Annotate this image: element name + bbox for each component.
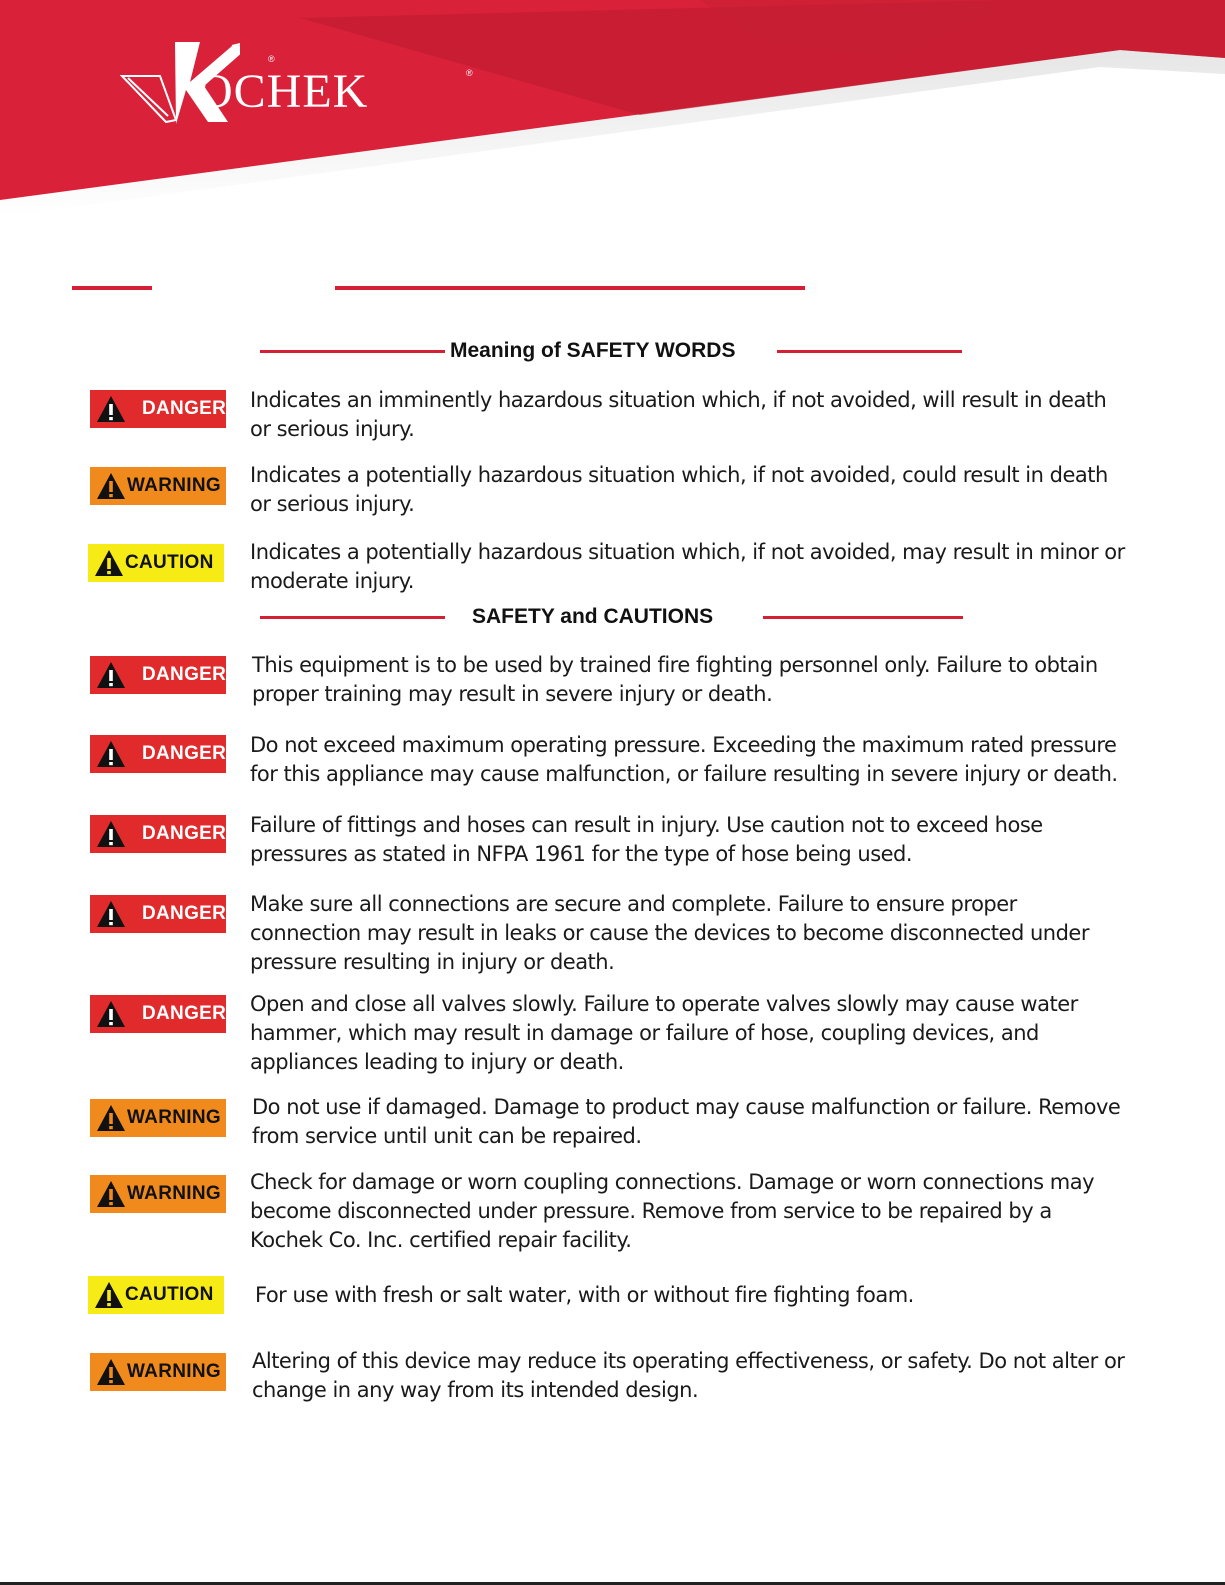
- registered-mark-small: ®: [268, 54, 275, 64]
- registered-mark: ®: [466, 68, 473, 78]
- heading-rule-left: [260, 350, 445, 353]
- legend-text-danger: Indicates an imminently hazardous situation which, if not avoided, will result in death or serious injury.: [250, 388, 1107, 441]
- danger-badge: [90, 735, 226, 773]
- danger-badge: [90, 656, 226, 694]
- badge-label: DANGER: [142, 903, 227, 924]
- warning-triangle-icon: [96, 1104, 126, 1132]
- section-heading-meaning: Meaning of SAFETY WORDS: [450, 339, 736, 362]
- title-underline-short: [72, 286, 152, 290]
- caution-text: Check for damage or worn coupling connections. Damage or worn connections may become disconnected under pressure. Remove from service to be repaired by a Kochek Co. Inc. certified repair facility.: [250, 1170, 1095, 1252]
- danger-badge: [90, 390, 226, 428]
- warning-badge: [90, 1099, 226, 1137]
- caution-text: Do not exceed maximum operating pressure. Exceeding the maximum rated pressure for this appliance may cause malfunction, or failure resulting in severe injury or death.: [250, 733, 1118, 786]
- logo-wordmark: OCHEK: [198, 65, 369, 118]
- caution-triangle-icon: [94, 1281, 124, 1309]
- badge-label: DANGER: [142, 743, 227, 764]
- danger-triangle-icon: [96, 740, 126, 768]
- caution-badge: [88, 544, 224, 582]
- badge-label: DANGER: [142, 664, 227, 685]
- danger-triangle-icon: [96, 1000, 126, 1028]
- badge-label: WARNING: [127, 1107, 221, 1128]
- caution-badge: [88, 1276, 224, 1314]
- danger-triangle-icon: [96, 820, 126, 848]
- danger-triangle-icon: [96, 900, 126, 928]
- warning-triangle-icon: [96, 1358, 126, 1386]
- danger-badge: [90, 995, 226, 1033]
- badge-label: WARNING: [127, 1183, 221, 1204]
- legend-text-warning: Indicates a potentially hazardous situation which, if not avoided, could result in death or serious injury.: [250, 463, 1108, 516]
- warning-badge: [90, 467, 226, 505]
- title-underline-long: [335, 286, 805, 290]
- caution-text: Make sure all connections are secure and complete. Failure to ensure proper connection may result in leaks or cause the devices to become disconnected under pressure resulting in injury or death.: [250, 892, 1089, 974]
- danger-triangle-icon: [96, 661, 126, 689]
- caution-text: Failure of fittings and hoses can result in injury. Use caution not to exceed hose pressures as stated in NFPA 1961 for the type of hose being used.: [250, 813, 1043, 866]
- kochek-logo: [120, 40, 480, 130]
- heading-rule-right: [763, 616, 963, 619]
- danger-triangle-icon: [96, 395, 126, 423]
- caution-triangle-icon: [94, 549, 124, 577]
- badge-label: CAUTION: [125, 552, 214, 573]
- caution-text: Do not use if damaged. Damage to product may cause malfunction or failure. Remove from service until unit can be repaired.: [252, 1095, 1121, 1148]
- section-heading-safety: SAFETY and CAUTIONS: [472, 605, 714, 628]
- badge-label: DANGER: [142, 1003, 227, 1024]
- caution-text: This equipment is to be used by trained fire fighting personnel only. Failure to obtain proper training may result in severe injury or death.: [252, 653, 1098, 706]
- heading-rule-left: [260, 616, 445, 619]
- danger-badge: [90, 895, 226, 933]
- warning-badge: [90, 1353, 226, 1391]
- danger-badge: [90, 815, 226, 853]
- heading-rule-right: [777, 350, 962, 353]
- caution-text: For use with fresh or salt water, with or without fire fighting foam.: [255, 1283, 914, 1307]
- warning-triangle-icon: [96, 1180, 126, 1208]
- legend-text-caution: Indicates a potentially hazardous situation which, if not avoided, may result in minor or moderate injury.: [250, 540, 1125, 593]
- badge-label: WARNING: [127, 1361, 221, 1382]
- badge-label: WARNING: [127, 475, 221, 496]
- badge-label: CAUTION: [125, 1284, 214, 1305]
- badge-label: DANGER: [142, 823, 227, 844]
- caution-text: Altering of this device may reduce its operating effectiveness, or safety. Do not alter or change in any way from its intended design.: [252, 1349, 1125, 1402]
- badge-label: DANGER: [142, 398, 227, 419]
- caution-text: Open and close all valves slowly. Failure to operate valves slowly may cause water hammer, which may result in damage or failure of hose, coupling devices, and appliances leading to injury or death.: [250, 992, 1078, 1074]
- warning-triangle-icon: [96, 472, 126, 500]
- warning-badge: [90, 1175, 226, 1213]
